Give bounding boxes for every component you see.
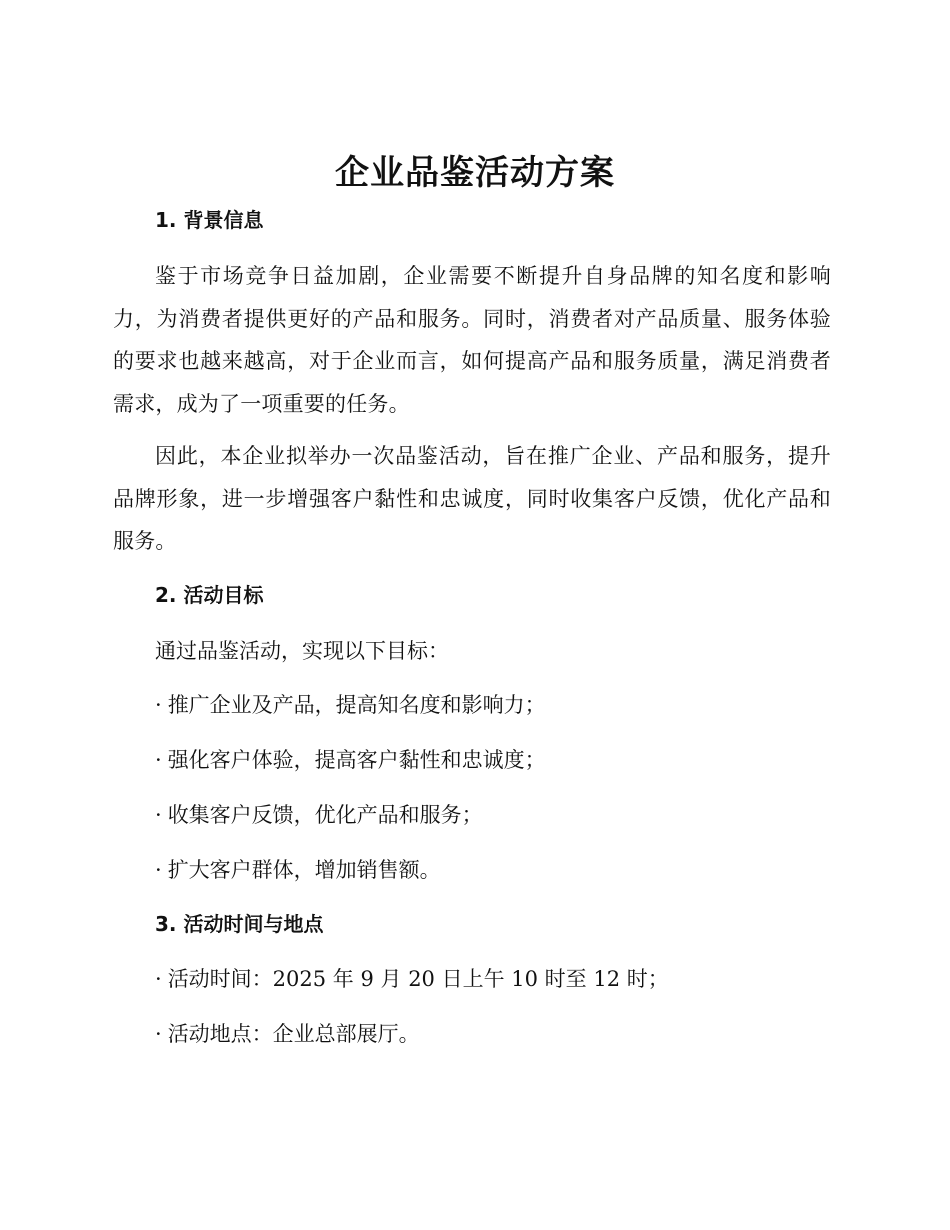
list-item xyxy=(155,1019,420,1049)
list-item xyxy=(155,690,546,720)
bullet-symbol: · xyxy=(155,1022,162,1046)
document-title: 企业品鉴活动方案 xyxy=(335,153,615,193)
list-item-text: 收集客户反馈，优化产品和服务； xyxy=(167,803,483,827)
background-paragraph-1: 鉴于市场竞争日益加剧，企业需要不断提升自身品牌的知名度和影响力，为消费者提供更好的产品和服务。同时，消费者对产品质量、服务体验的要求也越来越高，对于企业而言，如何提高产品和服务质量，满足消费者需求，成为了一项重要的任务。 xyxy=(113,264,831,416)
section-heading-background: 1. 背景信息 xyxy=(155,208,264,232)
background-paragraph-2: 因此，本企业拟举办一次品鉴活动，旨在推广企业、产品和服务，提升品牌形象，进一步增强客户黏性和忠诚度，同时收集客户反馈，优化产品和服务。 xyxy=(113,444,831,553)
list-item xyxy=(155,964,669,994)
list-item xyxy=(155,800,483,830)
section-heading-time-place: 3. 活动时间与地点 xyxy=(155,912,324,936)
bullet-symbol: · xyxy=(155,858,162,882)
list-item-text: 扩大客户群体，增加销售额。 xyxy=(167,858,441,882)
bullet-symbol: · xyxy=(155,803,162,827)
list-item xyxy=(155,855,441,885)
bullet-symbol: · xyxy=(155,967,162,991)
section-heading-goals: 2. 活动目标 xyxy=(155,583,264,607)
list-item-text: 活动时间：2025 年 9 月 20 日上午 10 时至 12 时； xyxy=(167,967,669,991)
list-item-text: 活动地点：企业总部展厅。 xyxy=(167,1022,420,1046)
list-item xyxy=(155,745,546,775)
bullet-symbol: · xyxy=(155,748,162,772)
list-item-text: 强化客户体验，提高客户黏性和忠诚度； xyxy=(167,748,546,772)
goals-intro: 通过品鉴活动，实现以下目标： xyxy=(155,639,449,663)
bullet-symbol: · xyxy=(155,693,162,717)
list-item-text: 推广企业及产品，提高知名度和影响力； xyxy=(167,693,546,717)
